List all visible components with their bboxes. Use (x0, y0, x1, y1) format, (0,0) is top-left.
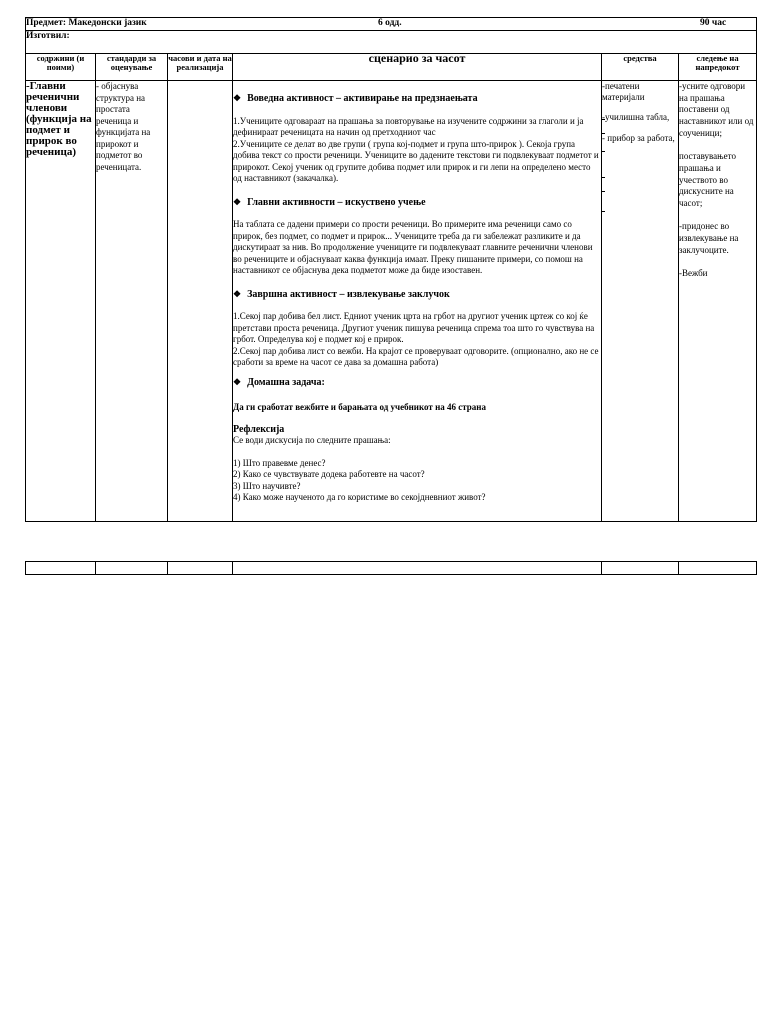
hours-date-cell (168, 81, 233, 522)
author-label: Изготвил: (26, 31, 70, 41)
reflection-question: 1) Што правевме денес? (233, 457, 326, 468)
reflection-heading: Рефлексија (233, 423, 285, 435)
diamond-bullet-icon: ❖ (233, 196, 242, 207)
header-subject-row (26, 18, 757, 31)
reflection-question: 4) Како може наученото да го користиме во секојдневниот живот? (233, 492, 486, 502)
bracket-mark (601, 211, 605, 212)
standards-cell: - објаснува структура на простата реченица и функцијата на прирокот и подметот во реченицата. (96, 81, 168, 522)
resource-item: -училишна табла, (602, 112, 670, 122)
final-paragraph-2: 2.Секој пар добива лист со вежби. На крајот се проверуваат одговорите. (опционално, ако не се сработи за време на часот се дава за домашна работа) (233, 345, 599, 367)
final-heading: ❖ Завршна активност – извлекување заклучок (233, 288, 450, 300)
empty-cell (233, 562, 602, 575)
col-standards-header: стандарди за оценување (96, 54, 168, 81)
grade-label: 6 одд. (378, 18, 402, 28)
empty-cell (26, 562, 96, 575)
reflection-intro: Се води дискусија по следните прашања: (233, 435, 391, 445)
bracket-mark (601, 121, 602, 133)
scenario-cell (233, 81, 602, 522)
bracket-mark (601, 119, 605, 120)
bracket-mark (601, 177, 605, 178)
intro-paragraph-1: 1.Учениците одговараат на прашања за повторување на изучените содржини за глаголи и ја дефинираат реченицата на начин од претходниот час (233, 115, 584, 137)
tracking-item: поставувањето прашања и учеството во дискусните на часот; (679, 151, 736, 209)
tracking-item: -придонес во извлекување на заклучоците. (679, 221, 739, 255)
intro-heading: ❖ Воведна активност – активирање на предзнаењата (233, 93, 478, 104)
empty-table-row (25, 561, 757, 575)
empty-cell (679, 562, 757, 575)
diamond-bullet-icon: ❖ (233, 376, 242, 387)
main-paragraph: На таблата се дадени примери со прости реченици. Во примерите има реченици само со прирок, без подмет, со подмет и прирок... Учениците треба да ги забележат разликите и да дискутираат за нив. Во продолжение учениците ги подвлекуваат главните реченични членови во речениците и објаснуваат каква функција имаат. Преку пишаните примери, со помош на наставникот се објаснува дека подметот може да биде изоставен. (233, 219, 593, 275)
lesson-plan-table (25, 17, 757, 522)
header-author-row (26, 31, 757, 54)
content-cell: -Главни реченични членови (функција на подмет и прирок во реченица) (26, 81, 96, 522)
col-hours-header: часови и дата на реализација (168, 54, 233, 81)
col-resources-header: средства (602, 54, 679, 81)
diamond-bullet-icon: ❖ (233, 288, 242, 299)
resource-item: -печатени материјали (602, 81, 645, 102)
empty-cell (602, 562, 679, 575)
main-heading: ❖ Главни активности – искуствено учење (233, 196, 426, 208)
bracket-mark (601, 191, 605, 192)
col-scenario-header: сценарио за часот (233, 54, 602, 81)
reflection-question: 3) Што научивте? (233, 480, 301, 491)
hours-label: 90 час (700, 18, 727, 28)
col-tracking-header: следење на напредокот (679, 54, 757, 81)
empty-cell (168, 562, 233, 575)
bracket-mark (601, 151, 605, 152)
tracking-item: -Вежби (679, 268, 708, 279)
diamond-bullet-icon: ❖ (233, 93, 242, 103)
bracket-mark (601, 179, 602, 191)
empty-cell (96, 562, 168, 575)
final-paragraph-1: 1.Секој пар добива бел лист. Едниот ученик црта на грбот на другиот ученик цртеж со кој ќе претстави проста реченица. Другиот ученик пишува реченица спрема тоа што го чувствува на грбот. Определува кој е подмет кој е прирок. (233, 311, 595, 344)
resources-cell (602, 81, 679, 522)
bracket-mark (601, 133, 605, 134)
resource-item: - прибор за работа, (602, 132, 675, 143)
intro-paragraph-2: 2.Учениците се делат во две групи ( група кој-подмет и група што-прирок ). Секоја група добива текст со прости реченици. Учениците во дадените текстови ги подвлекуваат подметот и прирокот. Секој ученик од групите добива подмет или прирок и ги лепи на определено место од наставникот (закачалка). (233, 138, 599, 183)
tracking-cell (679, 81, 757, 522)
reflection-question: 2) Како се чувствувате додека работевте на часот? (233, 469, 425, 479)
subject-label: Предмет: Македонски јазик (26, 18, 147, 28)
homework-heading: ❖ Домашна задача: (233, 376, 325, 388)
tracking-item: -усните одговори на прашања поставени од наставникот или од соученици; (679, 81, 754, 138)
col-content-header: содржини (и поими) (26, 54, 96, 81)
homework-text: Да ги сработат вежбите и барањата од учебникот на 46 страна (233, 402, 486, 412)
